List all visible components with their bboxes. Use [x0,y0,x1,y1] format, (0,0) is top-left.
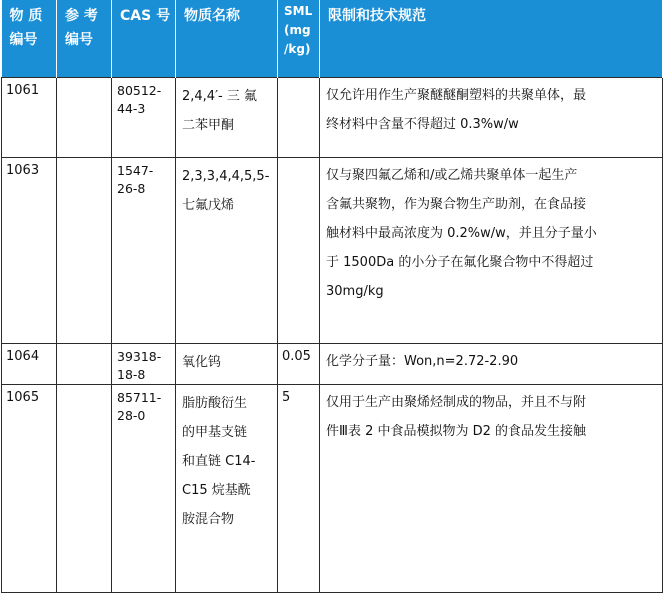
table-row [2,157,663,343]
cell-substance-name: 脂肪酸衍生 的甲基支链 和直链 C14- C15 烷基酰 胺混合物 [176,384,278,592]
cell-cas-no: 39318- 18-8 [112,343,176,384]
cell-restrictions: 仅与聚四氟乙烯和/或乙烯共聚单体一起生产 含氟共聚物，作为聚合物生产助剂，在食品接 触材料中最高浓度为 0.2%w/w，并且分子量小 于 1500Da 的小分子在氟化聚合物中不得超过 30mg/kg [320,157,663,343]
cell-sml: 0.05 [278,343,320,384]
cell-substance-name: 2,3,3,4,4,5,5- 七氟戊烯 [176,157,278,343]
cell-restrictions: 仅用于生产由聚烯烃制成的物品，并且不与附 件Ⅲ表 2 中食品模拟物为 D2 的食品发生接触 [320,384,663,592]
header-row [2,0,663,77]
header-substance-no: 物 质 编号 [2,0,57,77]
cell-sml [278,157,320,343]
header-cas-no: CAS 号 [112,0,176,77]
header-restrictions: 限制和技术规范 [320,0,663,77]
cell-substance-no: 1065 [2,384,57,592]
cell-substance-name: 氧化钨 [176,343,278,384]
cell-substance-no: 1061 [2,77,57,157]
cell-cas-no: 85711- 28-0 [112,384,176,592]
cell-reference-no [57,343,112,384]
cell-substance-name: 2,4,4′- 三 氟 二苯甲酮 [176,77,278,157]
cell-reference-no [57,77,112,157]
header-substance-name: 物质名称 [176,0,278,77]
cell-cas-no: 80512- 44-3 [112,77,176,157]
table-row [2,77,663,157]
header-reference-no: 参 考 编号 [57,0,112,77]
substance-table [1,0,663,593]
table-row [2,343,663,384]
cell-reference-no [57,384,112,592]
header-sml: SML (mg /kg) [278,0,320,77]
cell-restrictions: 化学分子量：Won,n=2.72-2.90 [320,343,663,384]
table-row [2,384,663,592]
cell-sml [278,77,320,157]
cell-cas-no: 1547- 26-8 [112,157,176,343]
cell-substance-no: 1064 [2,343,57,384]
cell-substance-no: 1063 [2,157,57,343]
cell-sml: 5 [278,384,320,592]
cell-reference-no [57,157,112,343]
cell-restrictions: 仅允许用作生产聚醚醚酮塑料的共聚单体，最 终材料中含量不得超过 0.3%w/w [320,77,663,157]
